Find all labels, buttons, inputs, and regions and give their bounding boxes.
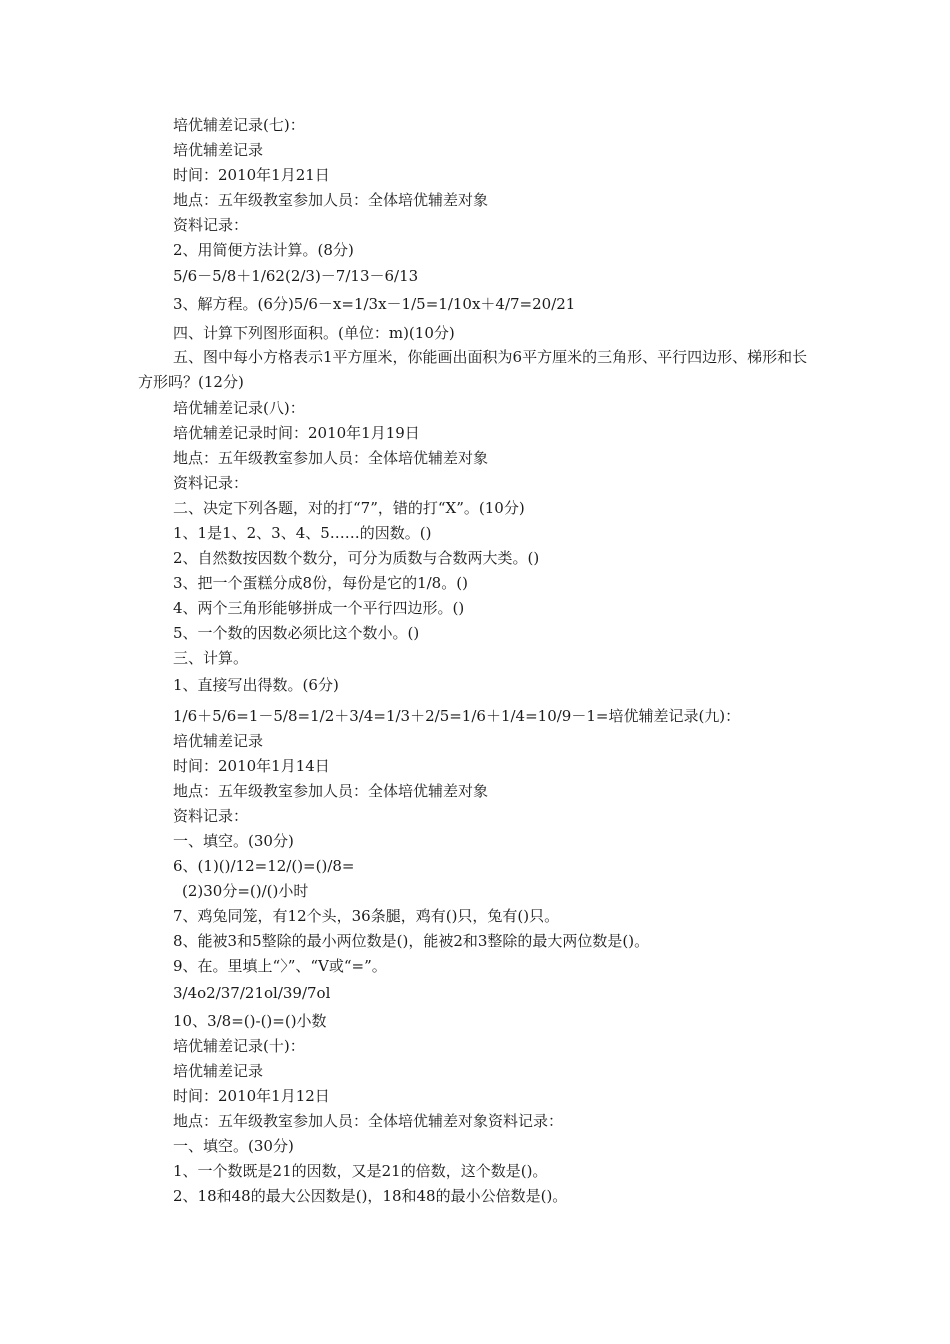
question-text: 1、直接写出得数。(6分) — [173, 676, 339, 694]
question-text: 三、计算。 — [173, 649, 249, 667]
record-material-label: 资料记录： — [173, 807, 249, 825]
record-material-label: 资料记录： — [173, 216, 249, 234]
question-text: 二、决定下列各题，对的打“7”，错的打“X”。(10分) — [173, 499, 525, 517]
question-text: 1、1是1、2、3、4、5……的因数。() — [173, 524, 432, 542]
record-time: 时间：2010年1月14日 — [173, 757, 330, 775]
question-text: 1、一个数既是21的因数，又是21的倍数，这个数是()。 — [173, 1162, 548, 1180]
question-text: 7、鸡兔同笼，有12个头，36条腿，鸡有()只，兔有()只。 — [173, 907, 560, 925]
question-text: 2、自然数按因数个数分，可分为质数与合数两大类。() — [173, 549, 540, 567]
math-expression: 5/6－5/8＋1/62(2/3)－7/13－6/13 — [173, 267, 419, 285]
question-text: 10、3/8=()-()=()小数 — [173, 1012, 327, 1030]
question-text: 4、两个三角形能够拼成一个平行四边形。() — [173, 599, 465, 617]
record-title: 培优辅差记录 — [173, 732, 264, 750]
question-text: 5、一个数的因数必须比这个数小。() — [173, 624, 420, 642]
record-time: 时间：2010年1月21日 — [173, 166, 330, 184]
question-text: 一、填空。(30分) — [173, 1137, 294, 1155]
heading-record-10: 培优辅差记录(十)： — [173, 1037, 305, 1055]
record-title-time: 培优辅差记录时间：2010年1月19日 — [173, 424, 420, 442]
record-title: 培优辅差记录 — [173, 1062, 264, 1080]
record-material-label: 资料记录： — [173, 474, 249, 492]
heading-record-8: 培优辅差记录(八)： — [173, 399, 305, 417]
question-text: (2)30分=()/()小时 — [182, 882, 309, 900]
question-text: 3、把一个蛋糕分成8份，每份是它的1/8。() — [173, 574, 468, 592]
question-text: 四、计算下列图形面积。(单位：m)(10分) — [173, 324, 455, 342]
question-text: 8、能被3和5整除的最小两位数是()，能被2和3整除的最大两位数是()。 — [173, 932, 650, 950]
question-text: 6、(1)()/12=12/()=()/8= — [173, 857, 355, 875]
question-text: 2、18和48的最大公因数是()，18和48的最小公倍数是()。 — [173, 1187, 568, 1205]
math-expression: 1/6＋5/6=1－5/8=1/2＋3/4=1/3＋2/5=1/6＋1/4=10/9－1=培优辅差记录(九)： — [173, 707, 741, 725]
question-text: 3、解方程。(6分)5/6－x=1/3x－1/5=1/10x＋4/7=20/21 — [173, 295, 576, 313]
record-location: 地点：五年级教室参加人员：全体培优辅差对象资料记录： — [173, 1112, 564, 1130]
record-location: 地点：五年级教室参加人员：全体培优辅差对象 — [173, 449, 489, 467]
record-location: 地点：五年级教室参加人员：全体培优辅差对象 — [173, 191, 489, 209]
question-text: 2、用简便方法计算。(8分) — [173, 241, 354, 259]
record-title: 培优辅差记录 — [173, 141, 264, 159]
question-text: 五、图中每小方格表示1平方厘米，你能画出面积为6平方厘米的三角形、平行四边形、梯形和长方形吗？(12分) — [138, 348, 808, 391]
math-expression: 3/4o2/37/21ol/39/7ol — [173, 984, 331, 1002]
heading-record-7: 培优辅差记录(七)： — [173, 116, 305, 134]
record-location: 地点：五年级教室参加人员：全体培优辅差对象 — [173, 782, 489, 800]
question-text: 一、填空。(30分) — [173, 832, 294, 850]
record-time: 时间：2010年1月12日 — [173, 1087, 330, 1105]
question-text: 9、在。里填上“〉”、“V或“=”。 — [173, 957, 387, 975]
